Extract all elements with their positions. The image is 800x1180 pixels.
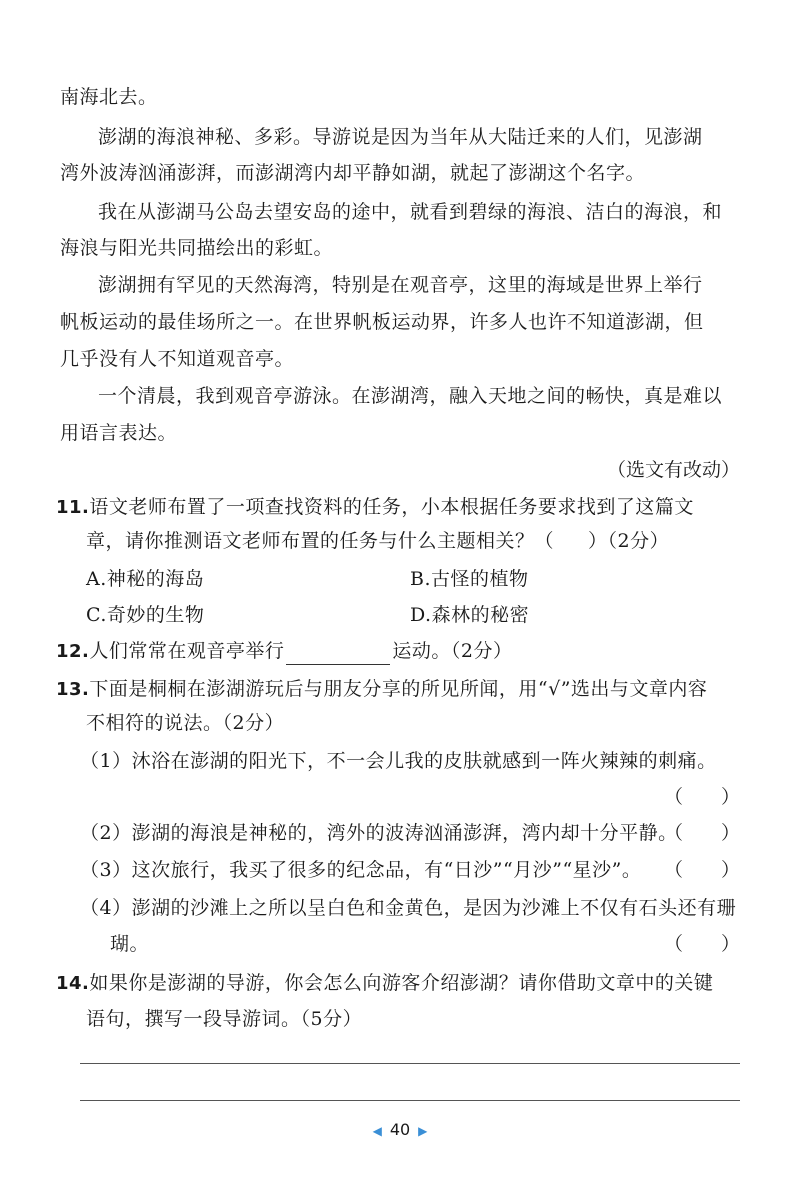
page-number: 40: [389, 1120, 411, 1139]
question-text: 人们常常在观音亭举行: [89, 640, 285, 662]
question-number: 14.: [56, 973, 90, 994]
question-number: 11.: [56, 497, 90, 518]
question-number: 12.: [56, 641, 90, 662]
question-11-line2: [86, 528, 669, 554]
option-d[interactable]: D.森林的秘密: [410, 604, 530, 626]
source-note: （选文有改动）: [606, 459, 740, 481]
question-12: [56, 638, 513, 665]
statement-4: （4）澎湖的沙滩上之所以呈白色和金黄色，是因为沙滩上不仅有石头还有珊: [80, 897, 737, 919]
statement-3: （3）这次旅行，我买了很多的纪念品，有“日沙”“月沙”“星沙”。: [80, 859, 642, 881]
question-number: 13.: [56, 679, 90, 700]
answer-paren[interactable]: （ ）: [663, 859, 740, 881]
passage-line: 澎湖拥有罕见的天然海湾，特别是在观音亭，这里的海域是世界上举行: [98, 274, 703, 296]
question-13: [56, 676, 707, 703]
passage-line: 一个清晨，我到观音亭游泳。在澎湖湾，融入天地之间的畅快，真是难以: [98, 385, 723, 407]
question-text: 语文老师布置了一项查找资料的任务，小本根据任务要求找到了这篇文: [89, 496, 694, 518]
statement-2: （2）澎湖的海浪是神秘的，湾外的波涛汹涌澎湃，湾内却十分平静。: [80, 822, 678, 844]
answer-paren[interactable]: （ ）: [663, 822, 740, 844]
option-c[interactable]: C.奇妙的生物: [86, 604, 205, 626]
passage-line: 用语言表达。: [60, 422, 178, 444]
triangle-right-icon: ▶: [418, 1123, 428, 1138]
passage-line: 湾外波涛汹涌澎湃，而澎湖湾内却平静如湖，就起了澎湖这个名字。: [60, 162, 646, 184]
answer-line[interactable]: [80, 1100, 740, 1101]
answer-paren[interactable]: （ ）: [663, 933, 740, 955]
fill-blank[interactable]: [286, 644, 390, 665]
option-b[interactable]: B.古怪的植物: [410, 568, 529, 590]
passage-line: 海浪与阳光共同描绘出的彩虹。: [60, 237, 334, 259]
question-points: ）（2分）: [588, 530, 670, 552]
question-text: 语句，撰写一段导游词。（5分）: [86, 1008, 363, 1030]
option-a[interactable]: A.神秘的海岛: [86, 568, 205, 590]
passage-line: 帆板运动的最佳场所之一。在世界帆板运动界，许多人也许不知道澎湖，但: [60, 311, 704, 333]
passage-line: 南海北去。: [60, 86, 158, 108]
page-footer: [0, 1120, 800, 1139]
statement-4-cont: 瑚。: [110, 933, 150, 955]
answer-paren[interactable]: （ ）: [663, 786, 740, 808]
passage-line: 我在从澎湖马公岛去望安岛的途中，就看到碧绿的海浪、洁白的海浪，和: [98, 201, 723, 223]
question-text: 下面是桐桐在澎湖游玩后与朋友分享的所见所闻，用“√”选出与文章内容: [89, 678, 708, 700]
question-text: 如果你是澎湖的导游，你会怎么向游客介绍澎湖？请你借助文章中的关键: [89, 972, 714, 994]
question-text: 不相符的说法。（2分）: [86, 712, 285, 734]
question-text: 章，请你推测语文老师布置的任务与什么主题相关？（: [86, 530, 555, 552]
triangle-left-icon: ◀: [372, 1123, 382, 1138]
question-text: 运动。（2分）: [392, 640, 513, 662]
answer-line[interactable]: [80, 1063, 740, 1064]
passage-line: 澎湖的海浪神秘、多彩。导游说是因为当年从大陆迁来的人们，见澎湖: [98, 126, 703, 148]
question-14: [56, 970, 713, 997]
passage-line: 几乎没有人不知道观音亭。: [60, 348, 295, 370]
question-11: [56, 494, 694, 521]
statement-1: （1）沐浴在澎湖的阳光下，不一会儿我的皮肤就感到一阵火辣辣的刺痛。: [80, 750, 717, 772]
